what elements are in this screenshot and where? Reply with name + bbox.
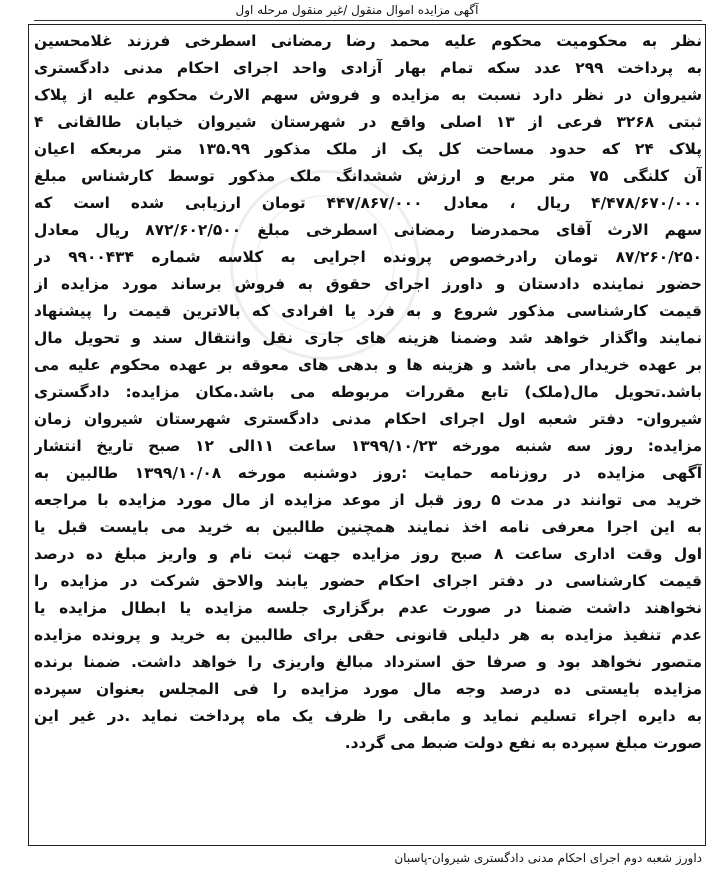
- body-line-2: به پرداخت ۲۹۹ عدد سکه تمام بهار آزادی واحد اجرای احکام مدنی دادگستری: [34, 59, 702, 77]
- body-line-20: اول وقت اداری ساعت ۸ صبح روز مزایده جهت ثبت نام و واریز مبلغ ده درصد: [34, 545, 702, 563]
- body-line-24: متصور نخواهد بود و صرفا حق استرداد مبالغ واریزی را خواهد داشت. ضمنا برنده: [34, 653, 702, 671]
- body-line-5: پلاک ۲۴ که حدود مساحت کل یک از ملک مذکور ۱۳۵.۹۹ متر مربعکه اعیان: [34, 140, 702, 158]
- body-line-3: شیروان در نظر دارد نسبت به مزایده و فروش سهم الارث محکوم علیه از پلاک: [34, 86, 702, 104]
- body-line-10: حضور نماینده دادستان و داورز اجرای حقوق به فروش برساند مورد مزایده از: [34, 275, 702, 293]
- body-line-7: ۴/۴۷۸/۶۷۰/۰۰۰ ریال ، معادل ۴۴۷/۸۶۷/۰۰۰ تومان ارزیابی شده است که: [34, 194, 702, 212]
- notice-body: [34, 28, 702, 757]
- body-line-19: به این اجرا معرفی نامه اخذ نمایند همچنین طالبین به خرید می بایست قبل یا: [34, 518, 702, 536]
- body-line-22: نخواهند داشت ضمنا در صورت عدم برگزاری جلسه مزایده یا ابطال مزایده یا: [34, 599, 702, 617]
- body-line-16: مزایده: روز سه شنبه مورخه ۱۳۹۹/۱۰/۲۳ ساعت ۱۱الی ۱۲ صبح تاریخ انتشار: [34, 437, 702, 455]
- notice-title: آگهی مزایده اموال منقول /غیر منقول مرحله اول: [235, 3, 479, 17]
- body-line-9: ۸۷/۲۶۰/۲۵۰ تومان رادرخصوص پرونده اجرایی به کلاسه شماره ۹۹۰۰۴۳۴ در: [34, 248, 702, 266]
- body-line-4: ثبتی ۳۲۶۸ فرعی از ۱۳ اصلی واقع در شهرستان شیروان خیابان طالقانی ۴: [34, 113, 702, 131]
- body-line-26: به دایره اجراء تسلیم نماید و مابقی را ظرف یک ماه پرداخت نماید .در غیر این: [34, 707, 702, 725]
- title-divider: [34, 20, 702, 21]
- body-line-14: باشد.تحویل مال(ملک) تابع مقررات مربوطه می باشد.مکان مزایده: دادگستری: [34, 383, 702, 401]
- body-line-11: قیمت کارشناسی مذکور شروع و به فرد یا افرادی که بالاترین قیمت را پیشنهاد: [34, 302, 702, 320]
- body-line-23: عدم تنفیذ مزایده به هر دلیلی قانونی حقی برای طالبین به خرید و پرونده مزایده: [34, 626, 702, 644]
- body-line-12: نمایند واگذار خواهد شد وضمنا هزینه های جاری نقل وانتقال سند و تحویل مال: [34, 329, 702, 347]
- body-line-17: آگهی مزایده در روزنامه حمایت :روز دوشنبه مورخه ۱۳۹۹/۱۰/۰۸ طالبین به: [34, 464, 702, 482]
- body-line-18: خرید می توانند در مدت ۵ روز قبل از موعد مزایده از مال مورد مزایده با مراجعه: [34, 491, 702, 509]
- body-line-15: شیروان- دفتر شعبه اول اجرای احکام مدنی دادگستری شهرستان شیروان زمان: [34, 410, 702, 428]
- signature-line: داورز شعبه دوم اجرای احکام مدنی دادگستری شیروان-پاسبان: [394, 851, 702, 865]
- body-line-27: صورت مبلغ سپرده به نفع دولت ضبط می گردد.: [344, 734, 702, 752]
- body-line-25: مزایده بایستی ده درصد وجه مال مورد مزایده را فی المجلس بعنوان سپرده: [34, 680, 702, 698]
- body-line-1: نظر به محکومیت محکوم علیه محمد رضا رمضانی اسطرخی فرزند غلامحسین: [34, 32, 702, 50]
- body-line-8: سهم الارث آقای محمدرضا رمضانی اسطرخی مبلغ ۸۷۲/۶۰۲/۵۰۰ ریال معادل: [34, 221, 702, 239]
- body-line-21: قیمت کارشناسی در دفتر اجرای احکام حضور یابند والاحق شرکت در مزایده را: [34, 572, 702, 590]
- body-line-13: بر عهده خریدار می باشد و هزینه ها و بدهی های معوقه بر عهده محکوم علیه می: [34, 356, 702, 374]
- body-line-6: آن کلنگی ۷۵ متر مربع و ارزش ششدانگ ملک مذکور توسط کارشناس مبلغ: [34, 167, 702, 185]
